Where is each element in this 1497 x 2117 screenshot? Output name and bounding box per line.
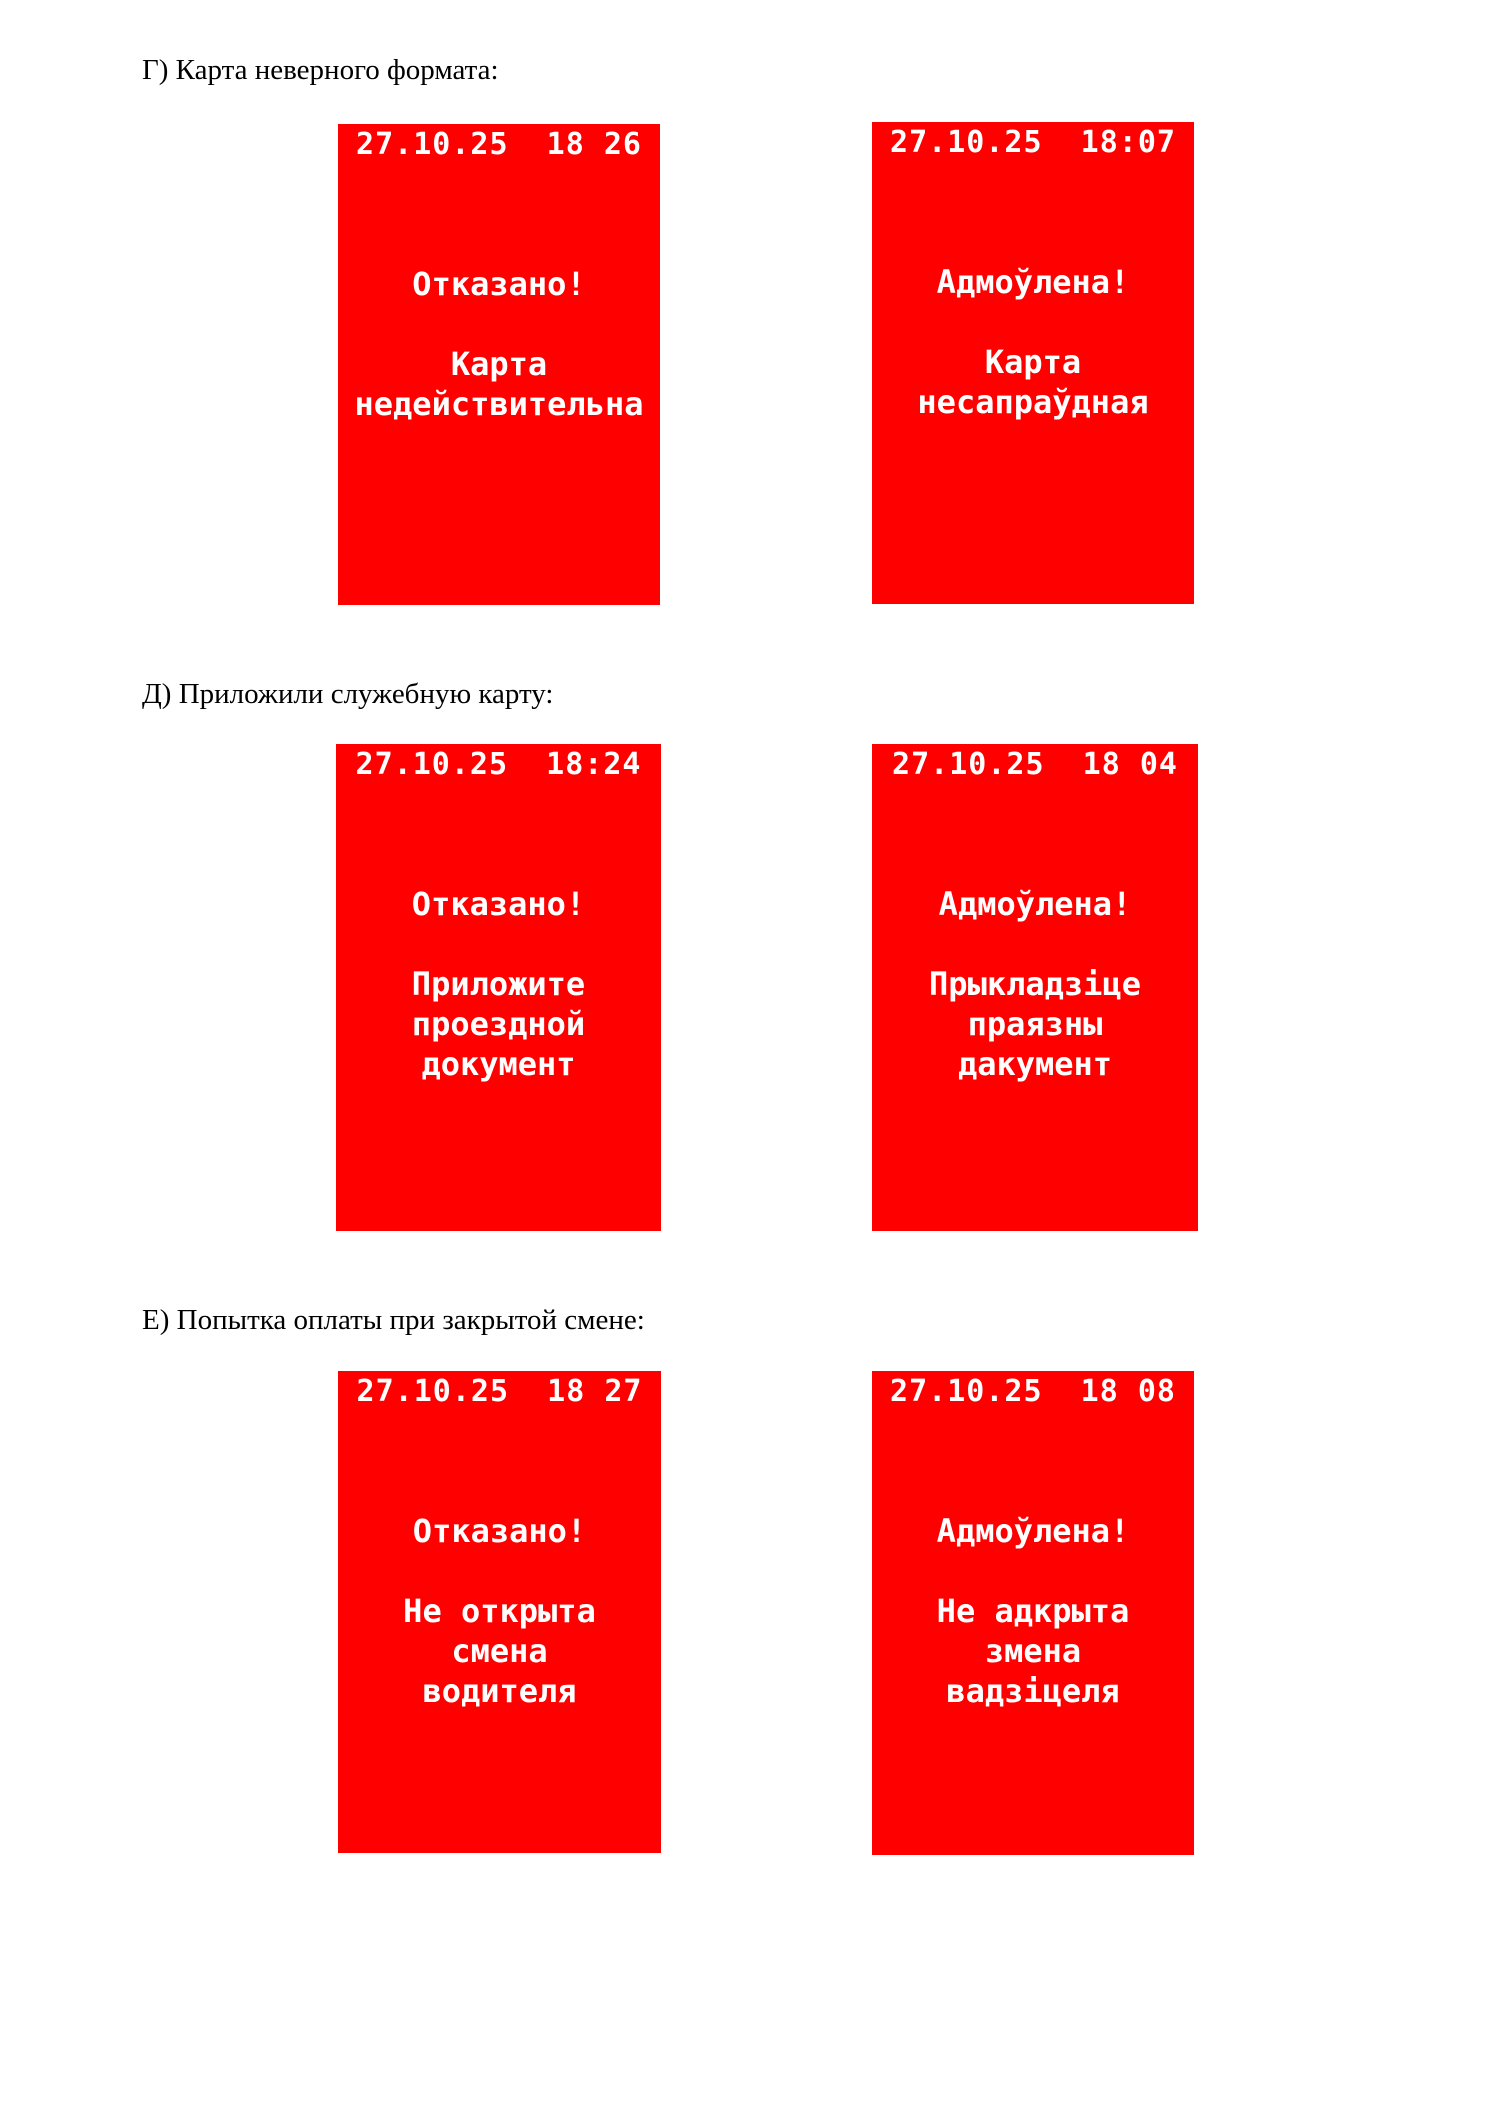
screen-g-ru — [338, 124, 660, 605]
section-caption-d: Д) Приложили служебную карту: — [142, 678, 554, 710]
screen-status: Адмоўлена! — [938, 885, 1132, 923]
screen-line: Не открыта — [403, 1592, 596, 1630]
screen-status: Адмоўлена! — [936, 263, 1130, 301]
screen-timestamp: 27.10.25 18 08 — [890, 1374, 1176, 1409]
screen-timestamp: 27.10.25 18 04 — [892, 747, 1178, 782]
screen-timestamp: 27.10.25 18 27 — [356, 1374, 643, 1409]
screen-d-ru — [336, 744, 661, 1231]
screen-message — [338, 1511, 661, 1711]
section-caption-e: Е) Попытка оплаты при закрытой смене: — [142, 1304, 645, 1336]
screen-line: Карта — [450, 345, 548, 383]
screen-d-be — [872, 744, 1198, 1231]
screen-message — [336, 884, 661, 1084]
screen-status: Отказано! — [412, 1512, 587, 1550]
screen-e-ru — [338, 1371, 661, 1853]
screen-line: праязны — [967, 1005, 1103, 1043]
screen-line: Приложите — [411, 965, 586, 1003]
screen-line: Прыкладзіце — [929, 965, 1141, 1003]
screen-line: дакумент — [957, 1045, 1113, 1083]
section-caption-g: Г) Карта неверного формата: — [142, 54, 499, 86]
screen-line: смена — [451, 1632, 548, 1670]
screen-timestamp: 27.10.25 18:24 — [355, 747, 642, 782]
screen-status: Адмоўлена! — [936, 1512, 1130, 1550]
screen-status: Отказано! — [412, 265, 586, 303]
screen-message — [338, 264, 660, 424]
screen-line: проездной — [411, 1005, 586, 1043]
screen-line: водителя — [422, 1672, 577, 1710]
screen-timestamp: 27.10.25 18 26 — [356, 127, 642, 162]
screen-timestamp: 27.10.25 18:07 — [890, 125, 1176, 160]
screen-line: документ — [421, 1045, 576, 1083]
screen-line: недействительна — [354, 385, 644, 423]
screen-e-be — [872, 1371, 1194, 1855]
screen-g-be — [872, 122, 1194, 604]
screen-line: вадзіцеля — [946, 1672, 1120, 1710]
screen-message — [872, 262, 1194, 422]
screen-message — [872, 1511, 1194, 1711]
screen-message — [872, 884, 1198, 1084]
screen-line: змена — [984, 1632, 1082, 1670]
screen-status: Отказано! — [411, 885, 586, 923]
screen-line: несапраўдная — [917, 383, 1149, 421]
screen-line: Не адкрыта — [936, 1592, 1130, 1630]
screen-line: Карта — [984, 343, 1082, 381]
